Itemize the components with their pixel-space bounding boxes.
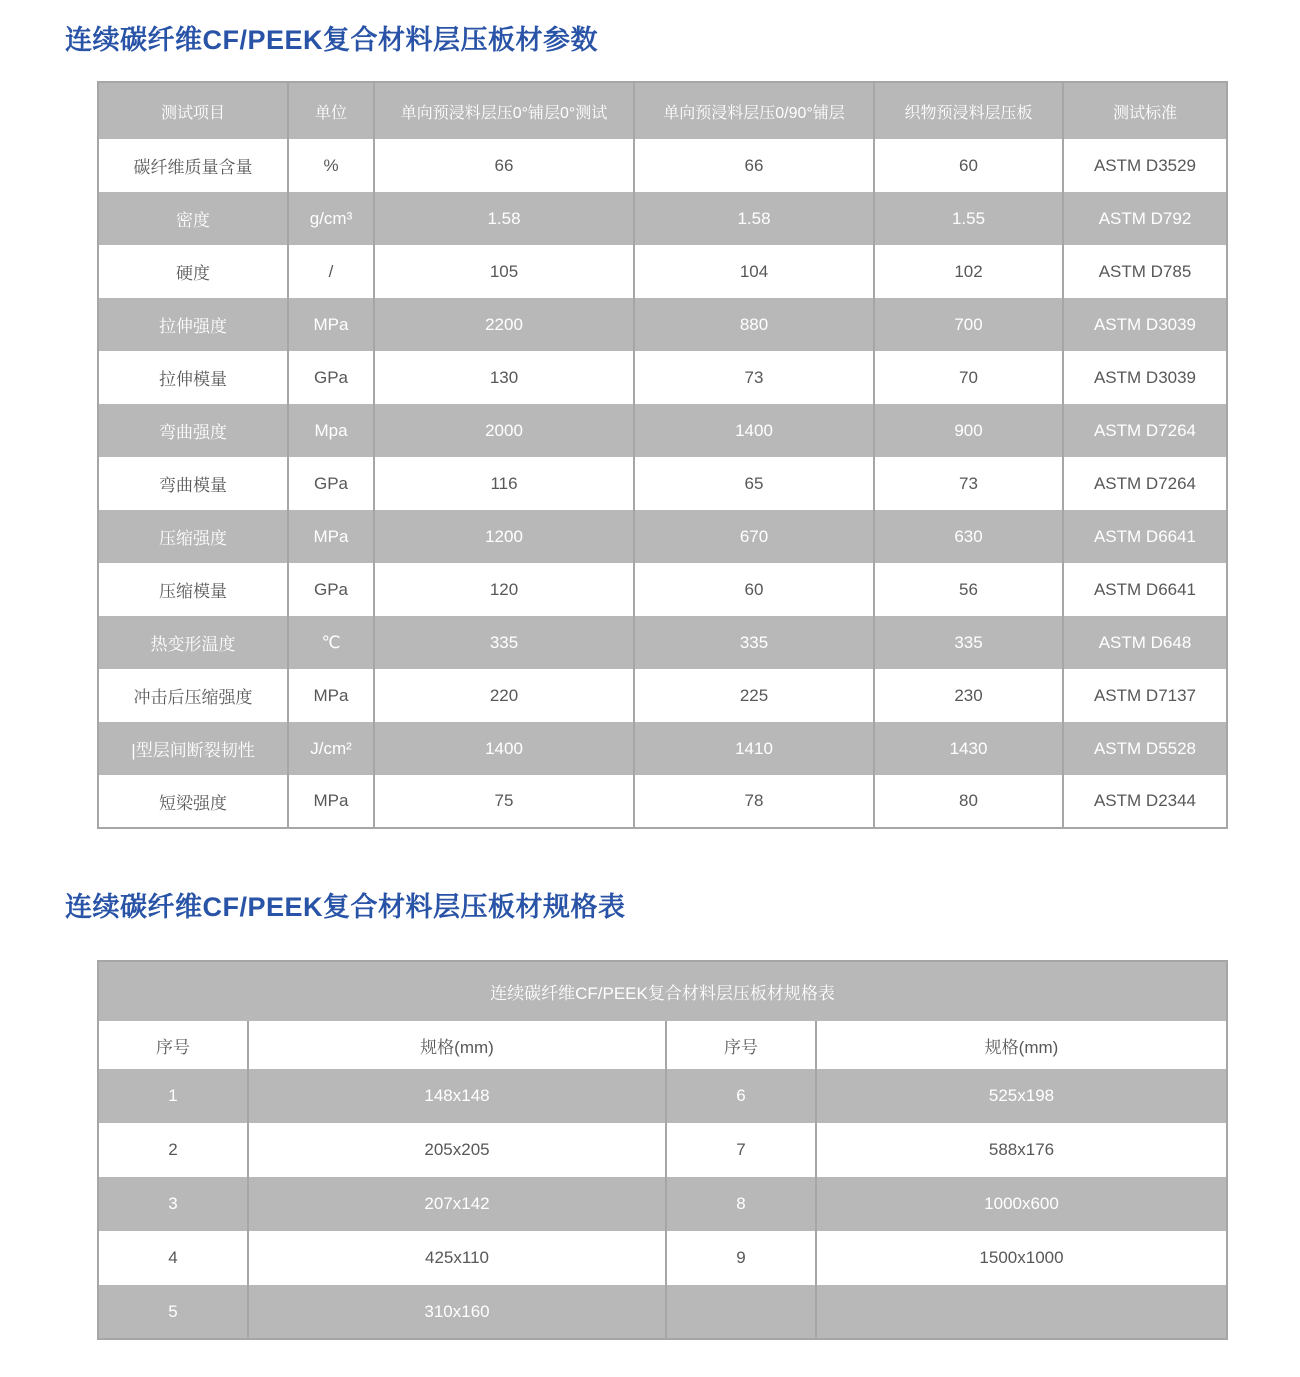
table-cell: 880	[634, 298, 874, 351]
table-cell: 66	[374, 139, 634, 192]
table-cell: ASTM D7264	[1063, 457, 1227, 510]
table-cell: 2200	[374, 298, 634, 351]
table-cell: 66	[634, 139, 874, 192]
table-cell: 105	[374, 245, 634, 298]
specs-header-row	[98, 1021, 1227, 1069]
table-cell: 拉伸强度	[98, 298, 288, 351]
table-cell: 1430	[874, 722, 1063, 775]
table-row	[98, 1285, 1227, 1339]
table-cell: %	[288, 139, 374, 192]
table-cell: 3	[98, 1177, 248, 1231]
table-cell: ASTM D6641	[1063, 563, 1227, 616]
table-row	[98, 404, 1227, 457]
table-cell: 120	[374, 563, 634, 616]
section1-title: 连续碳纤维CF/PEEK复合材料层压板材参数	[65, 25, 599, 55]
table-cell: 8	[666, 1177, 816, 1231]
table-cell: 900	[874, 404, 1063, 457]
header-cell-standard: 测试标准	[1063, 82, 1227, 139]
header-cell-index-2: 序号	[666, 1021, 816, 1069]
table-cell: 1200	[374, 510, 634, 563]
table-cell: 56	[874, 563, 1063, 616]
table-cell: 73	[874, 457, 1063, 510]
table-cell: ASTM D648	[1063, 616, 1227, 669]
parameters-header-row	[98, 82, 1227, 139]
table-cell: 80	[874, 775, 1063, 828]
table-cell: 225	[634, 669, 874, 722]
specs-table	[97, 960, 1228, 1340]
table-cell: MPa	[288, 298, 374, 351]
table-row	[98, 775, 1227, 828]
table-cell: 60	[874, 139, 1063, 192]
table-cell: MPa	[288, 669, 374, 722]
table-cell: 2000	[374, 404, 634, 457]
table-row	[98, 298, 1227, 351]
table-cell: ASTM D3529	[1063, 139, 1227, 192]
table-cell: 230	[874, 669, 1063, 722]
section2-title: 连续碳纤维CF/PEEK复合材料层压板材规格表	[65, 892, 626, 922]
table-cell: 热变形温度	[98, 616, 288, 669]
table-cell: 148x148	[248, 1069, 666, 1123]
table-cell: 335	[874, 616, 1063, 669]
table-cell: 670	[634, 510, 874, 563]
table-cell: 9	[666, 1231, 816, 1285]
table-cell: 700	[874, 298, 1063, 351]
table-cell: ASTM D7264	[1063, 404, 1227, 457]
table-row	[98, 139, 1227, 192]
table-cell: Mpa	[288, 404, 374, 457]
table-cell: GPa	[288, 563, 374, 616]
table-cell: 1000x600	[816, 1177, 1227, 1231]
table-cell: 压缩模量	[98, 563, 288, 616]
table-cell: 1400	[634, 404, 874, 457]
table-cell: 588x176	[816, 1123, 1227, 1177]
table-cell: ASTM D785	[1063, 245, 1227, 298]
table-row	[98, 722, 1227, 775]
table-cell: 冲击后压缩强度	[98, 669, 288, 722]
table-row	[98, 457, 1227, 510]
table-row	[98, 1231, 1227, 1285]
table-cell: 70	[874, 351, 1063, 404]
table-cell: 73	[634, 351, 874, 404]
table-row	[98, 1177, 1227, 1231]
header-cell-unidirectional-0-90: 单向预浸料层压0/90°铺层	[634, 82, 874, 139]
table-cell: 1.58	[634, 192, 874, 245]
table-cell: GPa	[288, 457, 374, 510]
table-cell: 1410	[634, 722, 874, 775]
table-cell: 短梁强度	[98, 775, 288, 828]
table-cell: 130	[374, 351, 634, 404]
header-cell-index-1: 序号	[98, 1021, 248, 1069]
table-cell: 弯曲模量	[98, 457, 288, 510]
table-cell: 1400	[374, 722, 634, 775]
table-cell: 207x142	[248, 1177, 666, 1231]
table-cell: g/cm³	[288, 192, 374, 245]
table-cell: 硬度	[98, 245, 288, 298]
table-cell	[666, 1285, 816, 1339]
table-cell: 压缩强度	[98, 510, 288, 563]
table-cell: 335	[634, 616, 874, 669]
table-cell: 1	[98, 1069, 248, 1123]
table-cell: 220	[374, 669, 634, 722]
table-cell: MPa	[288, 510, 374, 563]
table-row	[98, 1069, 1227, 1123]
header-cell-spec-1: 规格(mm)	[248, 1021, 666, 1069]
table-cell: ℃	[288, 616, 374, 669]
table-cell: ASTM D3039	[1063, 351, 1227, 404]
table-cell: ASTM D792	[1063, 192, 1227, 245]
table-cell: 弯曲强度	[98, 404, 288, 457]
table-row	[98, 1123, 1227, 1177]
table-cell: ASTM D6641	[1063, 510, 1227, 563]
table-row	[98, 245, 1227, 298]
table-cell: 1500x1000	[816, 1231, 1227, 1285]
table-cell: 425x110	[248, 1231, 666, 1285]
table-cell: 2	[98, 1123, 248, 1177]
table-cell: GPa	[288, 351, 374, 404]
table-cell: ASTM D5528	[1063, 722, 1227, 775]
table-cell: 60	[634, 563, 874, 616]
table-cell: 102	[874, 245, 1063, 298]
table-cell: ASTM D3039	[1063, 298, 1227, 351]
table-cell: 630	[874, 510, 1063, 563]
table-cell: 205x205	[248, 1123, 666, 1177]
table-cell: 1.58	[374, 192, 634, 245]
table-cell: 4	[98, 1231, 248, 1285]
table-cell: 65	[634, 457, 874, 510]
table-cell: 5	[98, 1285, 248, 1339]
table-row	[98, 192, 1227, 245]
table-cell: 密度	[98, 192, 288, 245]
table-cell: 104	[634, 245, 874, 298]
table-cell: /	[288, 245, 374, 298]
table-cell: MPa	[288, 775, 374, 828]
table-cell: 78	[634, 775, 874, 828]
table-cell	[816, 1285, 1227, 1339]
table-row	[98, 669, 1227, 722]
table-row	[98, 616, 1227, 669]
specs-table-caption-row	[98, 961, 1227, 1021]
header-cell-test-item: 测试项目	[98, 82, 288, 139]
table-cell: 525x198	[816, 1069, 1227, 1123]
specs-table-caption: 连续碳纤维CF/PEEK复合材料层压板材规格表	[98, 961, 1227, 1021]
parameters-table	[97, 81, 1228, 829]
header-cell-spec-2: 规格(mm)	[816, 1021, 1227, 1069]
table-cell: J/cm²	[288, 722, 374, 775]
table-cell: 310x160	[248, 1285, 666, 1339]
table-cell: ASTM D7137	[1063, 669, 1227, 722]
table-row	[98, 510, 1227, 563]
table-cell: 7	[666, 1123, 816, 1177]
table-cell: 116	[374, 457, 634, 510]
table-row	[98, 563, 1227, 616]
table-cell: 335	[374, 616, 634, 669]
table-cell: 75	[374, 775, 634, 828]
header-cell-fabric: 织物预浸料层压板	[874, 82, 1063, 139]
table-cell: 6	[666, 1069, 816, 1123]
table-cell: 拉伸模量	[98, 351, 288, 404]
table-cell: ASTM D2344	[1063, 775, 1227, 828]
table-cell: 1.55	[874, 192, 1063, 245]
header-cell-unidirectional-0: 单向预浸料层压0°铺层0°测试	[374, 82, 634, 139]
table-cell: 碳纤维质量含量	[98, 139, 288, 192]
header-cell-unit: 单位	[288, 82, 374, 139]
table-cell: |型层间断裂韧性	[98, 722, 288, 775]
table-row	[98, 351, 1227, 404]
